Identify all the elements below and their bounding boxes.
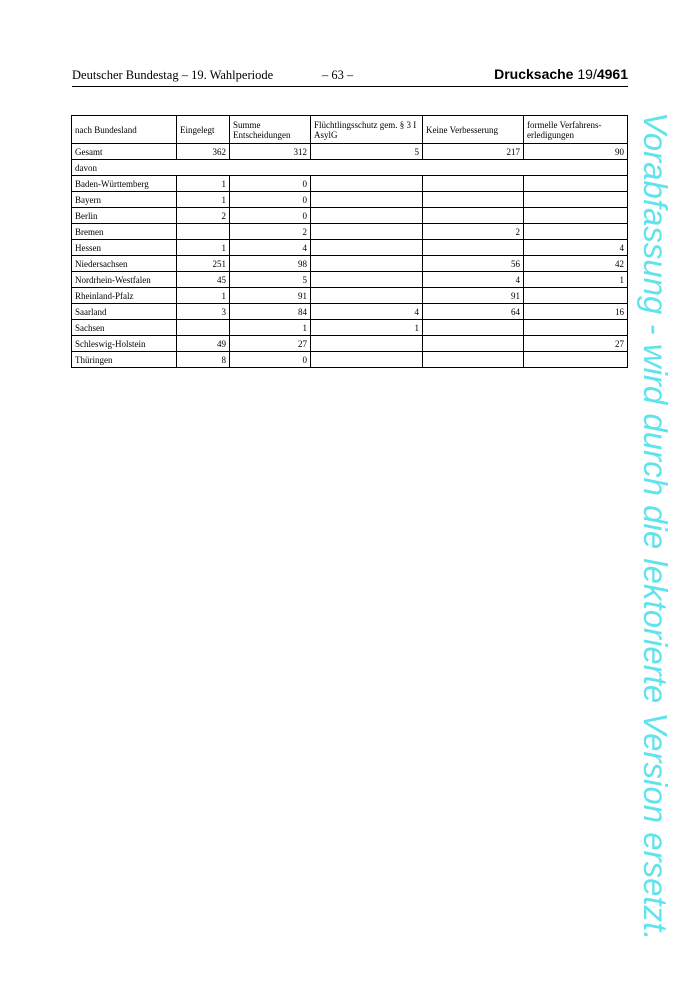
table-cell: 251 [177, 256, 230, 272]
document-prefix: 19/ [577, 66, 597, 82]
table-cell: 1 [177, 176, 230, 192]
table-cell: 3 [177, 304, 230, 320]
table-cell [423, 240, 524, 256]
table-cell [311, 272, 423, 288]
table-cell: 27 [230, 336, 311, 352]
table-cell: 1 [177, 240, 230, 256]
table-cell: 312 [230, 144, 311, 160]
table-header-row [72, 116, 628, 144]
state-name: Schleswig-Holstein [72, 336, 177, 352]
table-cell [423, 192, 524, 208]
table-cell [524, 224, 628, 240]
table-cell: 4 [423, 272, 524, 288]
table-cell [423, 336, 524, 352]
state-name: Niedersachsen [72, 256, 177, 272]
column-header-eingelegt: Eingelegt [177, 116, 230, 144]
state-name: Saarland [72, 304, 177, 320]
state-name: Rheinland-Pfalz [72, 288, 177, 304]
table-cell: 1 [177, 288, 230, 304]
table-cell: 0 [230, 176, 311, 192]
table-cell [423, 352, 524, 368]
table-cell: 2 [230, 224, 311, 240]
table-cell [423, 320, 524, 336]
table-row [72, 272, 628, 288]
table-row [72, 304, 628, 320]
state-name: Baden-Württemberg [72, 176, 177, 192]
column-header-formelle: formelle Verfahrens-erledigungen [524, 116, 628, 144]
table-cell [423, 176, 524, 192]
table-cell: 2 [177, 208, 230, 224]
table-cell: 49 [177, 336, 230, 352]
table-cell: 1 [230, 320, 311, 336]
table-row [72, 320, 628, 336]
table-cell: 84 [230, 304, 311, 320]
table-row [72, 288, 628, 304]
table-cell [311, 208, 423, 224]
table-row [72, 352, 628, 368]
table-cell: 4 [230, 240, 311, 256]
table-cell: 0 [230, 352, 311, 368]
table-cell [177, 320, 230, 336]
publication-title: Deutscher Bundestag – 19. Wahlperiode [72, 68, 274, 82]
state-name: Bayern [72, 192, 177, 208]
column-header-summe: Summe Entscheidungen [230, 116, 311, 144]
table-cell: 5 [230, 272, 311, 288]
table-cell: 0 [230, 192, 311, 208]
state-name: Berlin [72, 208, 177, 224]
table-cell: 362 [177, 144, 230, 160]
statistics-table [71, 115, 628, 368]
table-cell: 1 [524, 272, 628, 288]
table-cell: 4 [524, 240, 628, 256]
table-cell: 45 [177, 272, 230, 288]
table-cell [311, 176, 423, 192]
table-cell: 16 [524, 304, 628, 320]
table-cell: 91 [423, 288, 524, 304]
table-cell [524, 320, 628, 336]
table-cell: 56 [423, 256, 524, 272]
table-cell: 27 [524, 336, 628, 352]
table-row [72, 208, 628, 224]
column-header-bundesland: nach Bundesland [72, 116, 177, 144]
table-cell: 2 [423, 224, 524, 240]
table-cell [311, 336, 423, 352]
table-cell [311, 192, 423, 208]
state-name: Hessen [72, 240, 177, 256]
table-cell: 42 [524, 256, 628, 272]
document-id: 4961 [596, 66, 628, 82]
table-row [72, 240, 628, 256]
total-label: Gesamt [72, 144, 177, 160]
table-cell: 91 [230, 288, 311, 304]
table-cell [311, 240, 423, 256]
table-cell [524, 208, 628, 224]
table-cell: 8 [177, 352, 230, 368]
table-cell: 1 [177, 192, 230, 208]
column-header-keine-verbesserung: Keine Verbesserung [423, 116, 524, 144]
table-row [72, 192, 628, 208]
table-cell [311, 288, 423, 304]
draft-watermark: Vorabfassung - wird durch die lektorierte Version ersetzt. [637, 112, 674, 941]
table-cell [524, 192, 628, 208]
table-cell [524, 176, 628, 192]
table-row [72, 256, 628, 272]
state-name: Sachsen [72, 320, 177, 336]
table-cell: 0 [230, 208, 311, 224]
table-cell: 217 [423, 144, 524, 160]
table-cell: 4 [311, 304, 423, 320]
table-cell [524, 352, 628, 368]
table-cell [311, 256, 423, 272]
table-cell: 98 [230, 256, 311, 272]
table-row [72, 336, 628, 352]
state-name: Nordrhein-Westfalen [72, 272, 177, 288]
state-name: Thüringen [72, 352, 177, 368]
document-number [494, 66, 628, 82]
table-cell [311, 352, 423, 368]
table-cell [311, 224, 423, 240]
page-header [72, 66, 628, 87]
table-row [72, 224, 628, 240]
state-name: Bremen [72, 224, 177, 240]
table-cell [423, 208, 524, 224]
column-header-fluechtlingsschutz: Flüchtlingsschutz gem. § 3 I AsylG [311, 116, 423, 144]
table-row [72, 176, 628, 192]
table-cell: 90 [524, 144, 628, 160]
table-cell [177, 224, 230, 240]
table-total-row [72, 144, 628, 160]
table-cell: 1 [311, 320, 423, 336]
page-number: – 63 – [322, 68, 354, 82]
document-label: Drucksache [494, 66, 574, 82]
subheading-label: davon [72, 160, 628, 176]
table-subheading-row [72, 160, 628, 176]
table-cell [524, 288, 628, 304]
table-cell: 64 [423, 304, 524, 320]
table-cell: 5 [311, 144, 423, 160]
